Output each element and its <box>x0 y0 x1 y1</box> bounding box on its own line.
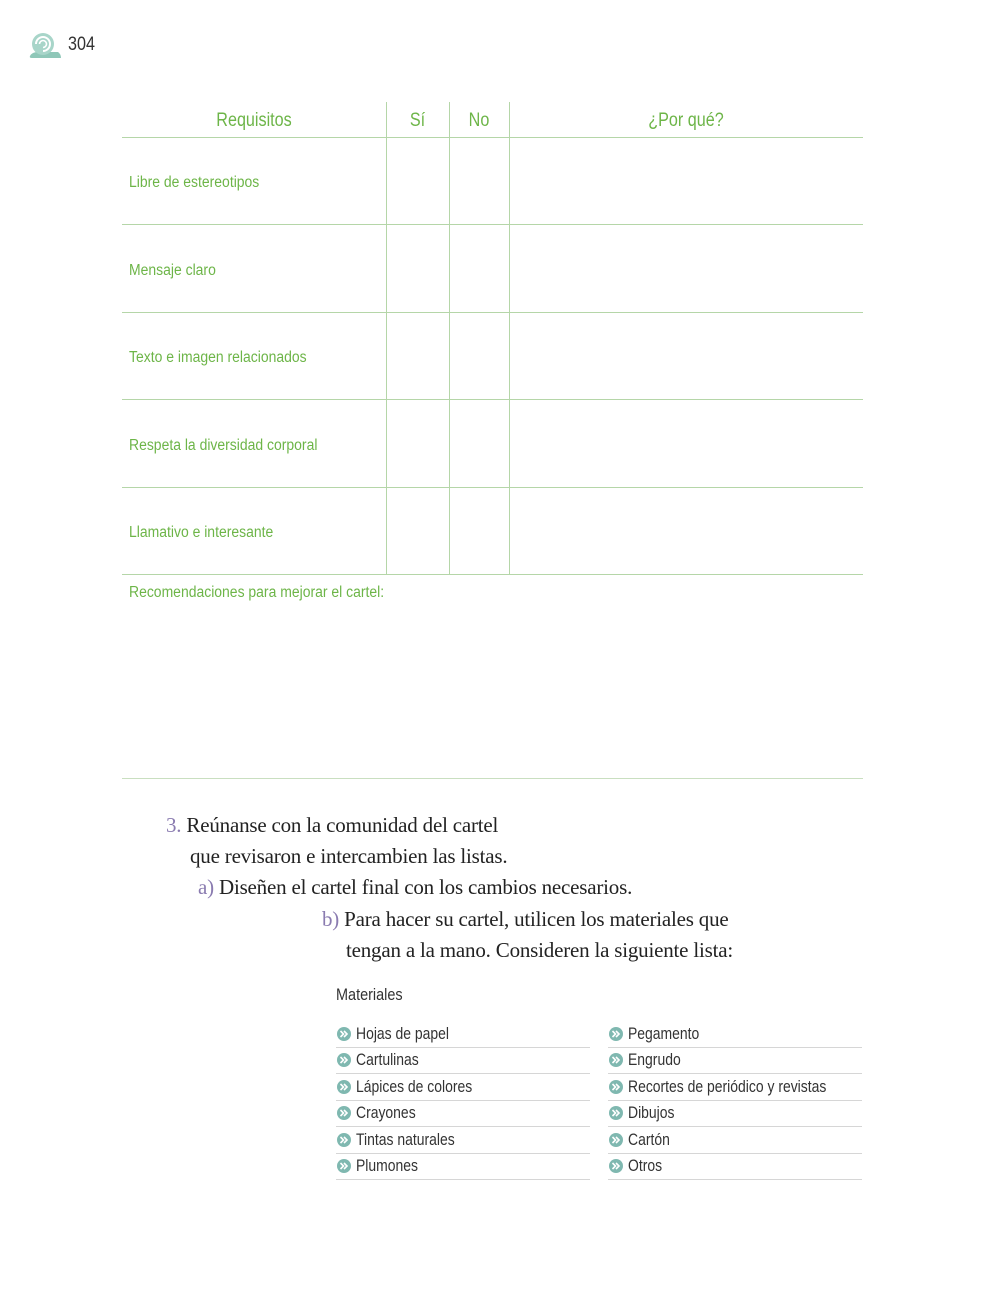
materials-list-left <box>336 1021 590 1180</box>
material-label: Hojas de papel <box>356 1023 450 1043</box>
list-item <box>336 1021 590 1048</box>
list-item <box>608 1048 862 1075</box>
column-divider <box>386 102 387 574</box>
recommendations-label: Recomendaciones para mejorar el cartel: <box>129 584 385 601</box>
material-label: Crayones <box>356 1103 416 1123</box>
list-item <box>608 1101 862 1128</box>
column-divider <box>509 102 510 574</box>
double-chevron-icon <box>337 1080 351 1094</box>
double-chevron-icon <box>337 1133 351 1147</box>
list-item <box>336 1074 590 1101</box>
double-chevron-icon <box>609 1053 623 1067</box>
list-item <box>608 1154 862 1181</box>
activity-line2: que revisaron e intercambien las listas. <box>190 844 508 868</box>
material-label: Cartón <box>628 1129 670 1149</box>
activity-a-text: Diseñen el cartel final con los cambios necesarios. <box>218 875 633 899</box>
page-header <box>28 30 100 60</box>
double-chevron-icon <box>609 1159 623 1173</box>
row-divider <box>122 137 863 138</box>
header-por-que: ¿Por qué? <box>648 110 724 131</box>
column-divider <box>449 102 450 574</box>
snail-icon <box>28 30 62 60</box>
activity-number: 3. <box>166 813 182 837</box>
list-item <box>336 1101 590 1128</box>
list-item <box>336 1048 590 1075</box>
material-label: Recortes de periódico y revistas <box>628 1076 827 1096</box>
row-label-mensaje: Mensaje claro <box>129 262 216 279</box>
row-divider <box>122 399 863 400</box>
row-divider <box>122 574 863 575</box>
row-label-estereotipos: Libre de estereotipos <box>129 174 260 191</box>
evaluation-table <box>122 102 863 574</box>
double-chevron-icon <box>337 1053 351 1067</box>
activity-3 <box>166 813 498 838</box>
double-chevron-icon <box>337 1159 351 1173</box>
recommendations-line <box>122 778 863 779</box>
activity-a <box>198 875 632 900</box>
activity-a-marker: a) <box>198 875 214 899</box>
page-number: 304 <box>68 34 95 55</box>
material-label: Tintas naturales <box>356 1129 455 1149</box>
row-label-diversidad: Respeta la diversidad corporal <box>129 437 318 454</box>
list-item <box>336 1127 590 1154</box>
material-label: Plumones <box>356 1156 418 1176</box>
material-label: Otros <box>628 1156 663 1176</box>
material-label: Cartulinas <box>356 1050 419 1070</box>
double-chevron-icon <box>609 1080 623 1094</box>
row-label-texto-imagen: Texto e imagen relacionados <box>129 349 307 366</box>
activity-b <box>322 907 729 932</box>
material-label: Engrudo <box>628 1050 681 1070</box>
header-no: No <box>468 110 490 131</box>
row-divider <box>122 487 863 488</box>
double-chevron-icon <box>609 1106 623 1120</box>
materials-list-right <box>608 1021 862 1180</box>
double-chevron-icon <box>609 1133 623 1147</box>
activity-line1: Reúnanse con la comunidad del cartel <box>186 813 499 837</box>
activity-b-line1: Para hacer su cartel, utilicen los materiales que <box>344 907 729 931</box>
row-divider <box>122 312 863 313</box>
activity-b-line2: tengan a la mano. Consideren la siguiente lista: <box>346 938 733 962</box>
double-chevron-icon <box>609 1027 623 1041</box>
double-chevron-icon <box>337 1027 351 1041</box>
header-requisitos: Requisitos <box>216 110 292 131</box>
list-item <box>608 1074 862 1101</box>
material-label: Lápices de colores <box>356 1076 473 1096</box>
material-label: Pegamento <box>628 1023 700 1043</box>
material-label: Dibujos <box>628 1103 675 1123</box>
list-item <box>608 1021 862 1048</box>
list-item <box>608 1127 862 1154</box>
row-divider <box>122 224 863 225</box>
header-si: Sí <box>409 110 426 131</box>
double-chevron-icon <box>337 1106 351 1120</box>
materials-title: Materiales <box>336 985 403 1004</box>
row-label-llamativo: Llamativo e interesante <box>129 524 274 541</box>
list-item <box>336 1154 590 1181</box>
activity-b-marker: b) <box>322 907 340 931</box>
